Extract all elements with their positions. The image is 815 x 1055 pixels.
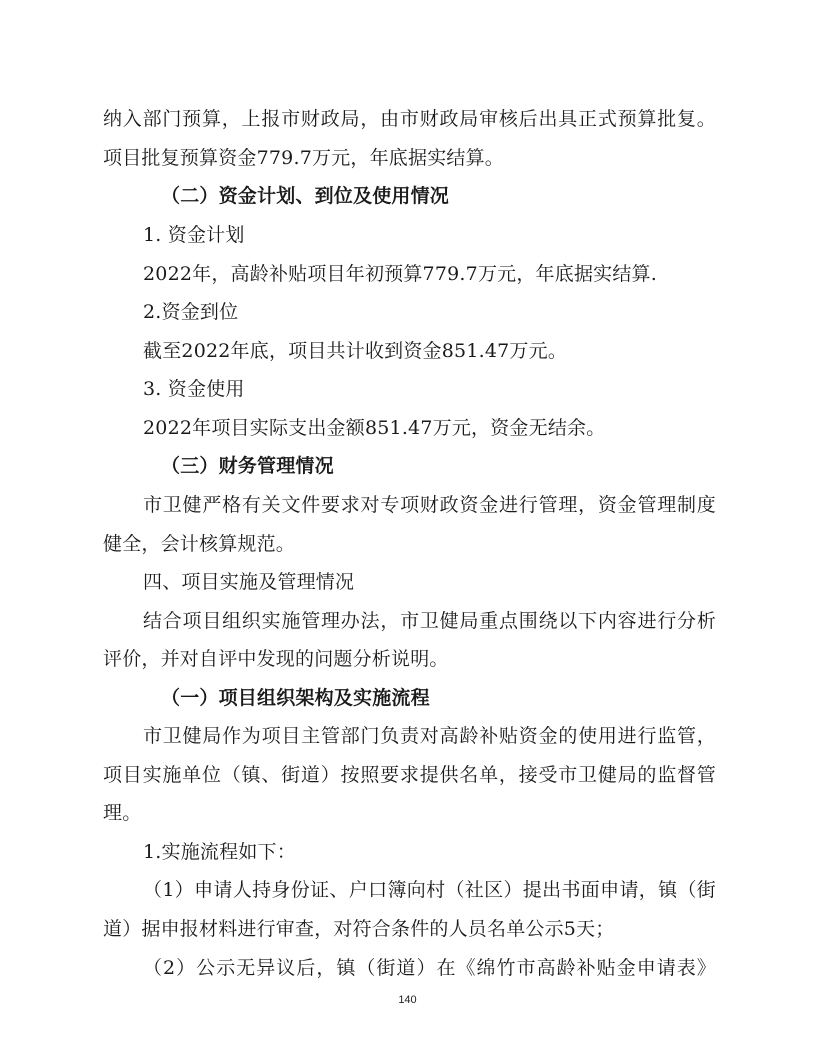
subsection-heading: 3. 资金使用 (143, 378, 245, 400)
chapter-heading: 四、项目实施及管理情况 (143, 571, 355, 593)
body-text-line: 评价，并对自评中发现的问题分析说明。 (103, 648, 449, 670)
list-heading: 1.实施流程如下： (143, 841, 296, 863)
body-text-line: 2022年项目实际支出金额851.47万元，资金无结余。 (143, 417, 606, 439)
body-text-line: 理。 (103, 802, 142, 824)
section-heading: （二）资金计划、到位及使用情况 (161, 185, 450, 207)
body-text-line: 纳入部门预算，上报市财政局，由市财政局审核后出具正式预算批复。 (103, 108, 716, 130)
page-number: 140 (398, 994, 417, 1006)
body-text-line: 截至2022年底，项目共计收到资金851.47万元。 (143, 340, 568, 362)
body-text-line: 项目实施单位（镇、街道）按照要求提供名单，接受市卫健局的监督管 (103, 764, 716, 786)
section-heading: （三）财务管理情况 (161, 455, 334, 477)
subsection-heading: 1. 资金计划 (143, 224, 245, 246)
list-item-text: 道）据申报材料进行审查，对符合条件的人员名单公示5天； (103, 918, 615, 940)
body-text-line: 市卫健局作为项目主管部门负责对高龄补贴资金的使用进行监管， (143, 725, 716, 747)
body-text-line: 项目批复预算资金779.7万元，年底据实结算。 (103, 147, 504, 169)
section-heading: （一）项目组织架构及实施流程 (161, 687, 430, 709)
list-item-text: （1）申请人持身份证、户口簿向村（社区）提出书面申请，镇（街 (143, 879, 716, 901)
body-text-line: 健全，会计核算规范。 (103, 533, 296, 555)
list-item-text: （2）公示无异议后，镇（街道）在《绵竹市高龄补贴金申请表》 (143, 957, 716, 979)
body-text-line: 结合项目组织实施管理办法，市卫健局重点围绕以下内容进行分析 (143, 610, 716, 632)
body-text-line: 市卫健严格有关文件要求对专项财政资金进行管理，资金管理制度 (143, 494, 716, 516)
body-text-line: 2022年，高龄补贴项目年初预算779.7万元，年底据实结算. (143, 263, 657, 285)
subsection-heading: 2.资金到位 (143, 301, 239, 323)
